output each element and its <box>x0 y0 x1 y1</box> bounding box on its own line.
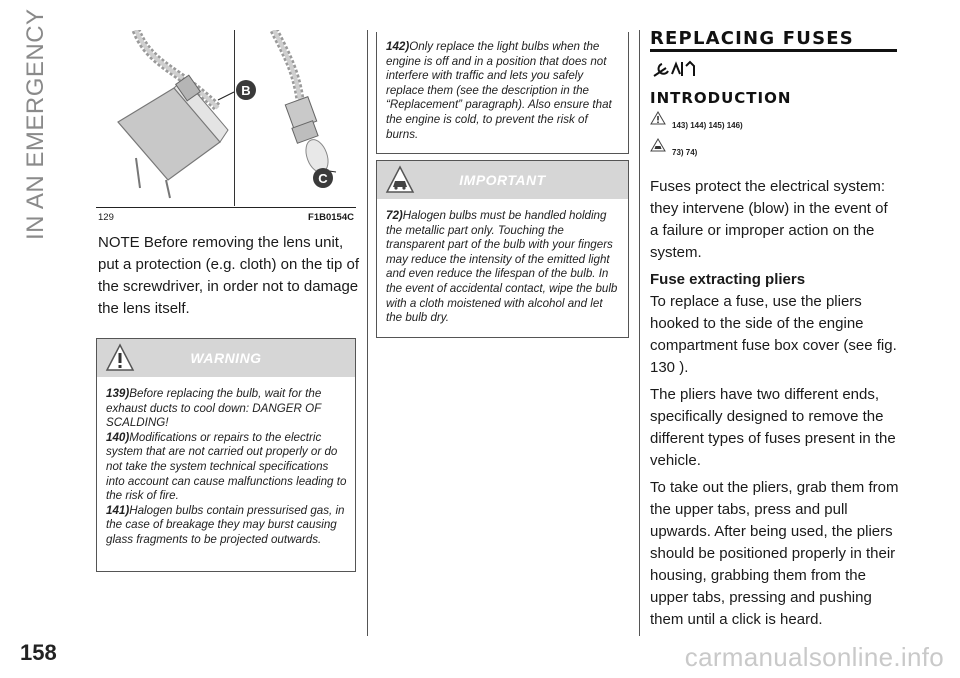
warning-item: 139)Before replacing the bulb, wait for the exhaust ducts to cool down: DANGER OF SCALDING! <box>106 387 322 430</box>
warning-header <box>97 339 355 377</box>
figure-number: 129 <box>98 212 114 223</box>
fuses-text <box>650 176 900 636</box>
watermark: carmanualsonline.info <box>684 642 944 672</box>
warning-item: 141)Halogen bulbs contain pressurised gas, in the case of breakage they may burst causing glass fragments to be projected outwards. <box>106 503 345 546</box>
bulb-illustration <box>96 30 356 208</box>
section-title-rule <box>650 49 897 52</box>
warning-body <box>97 377 355 554</box>
chapter-side-label: IN AN EMERGENCY <box>22 8 49 240</box>
svg-text:B: B <box>241 83 251 98</box>
pliers-paragraph: To take out the pliers, grab them from the upper tabs, press and pull upwards. After being used, the pliers should be positioned properly in their housing, grabbing them from the upper tabs, pressing and pushing them until a click is heard. <box>650 479 899 628</box>
subsection-title: INTRODUCTION <box>650 89 792 107</box>
section-title: REPLACING FUSES <box>650 28 854 49</box>
figure-code: F1B0154C <box>308 212 354 223</box>
holder-b-drawing <box>118 30 234 198</box>
figure-129 <box>96 30 356 208</box>
intro-paragraph: Fuses protect the electrical system: they intervene (blow) in the event of a failure or improper action on the system. <box>650 178 888 261</box>
warning-continued-body <box>377 32 628 148</box>
important-item: 72)Halogen bulbs must be handled holding the metallic part only. Touching the transparent part of the bulb with your fingers may reduce the intensity of the emitted light and even reduce the lifespan of the bulb. In the event of accidental contact, wipe the bulb with a cloth moistened with alcohol and let the bulb dry. <box>386 209 618 325</box>
car-warning-icon <box>650 138 666 152</box>
callout-c-badge <box>313 168 333 188</box>
warning-continued-box <box>376 32 629 154</box>
pliers-paragraph: The pliers have two different ends, specifically designed to remove the different types of fuses present in the vehicle. <box>650 386 896 469</box>
page-number: 158 <box>20 640 57 665</box>
warning-triangle-icon <box>650 111 666 125</box>
important-box <box>376 160 629 338</box>
warning-title: WARNING <box>190 350 262 366</box>
warning-item: 142)Only replace the light bulbs when the engine is off and in a position that does not interfere with traffic and lets you safely replace them (see the description in the “Replacement” paragraph). Also ensure that the engine is cold, to prevent the risk of burns. <box>386 40 612 141</box>
column-divider-1 <box>367 30 368 636</box>
svg-text:C: C <box>318 171 328 186</box>
bulb-c-drawing <box>274 30 336 175</box>
warning-box <box>96 338 356 572</box>
fuse-service-icon <box>652 58 700 80</box>
important-body <box>377 199 628 332</box>
pliers-heading: Fuse extracting pliers <box>650 271 806 288</box>
pliers-paragraph: To replace a fuse, use the pliers hooked to the side of the engine compartment fuse box cover (see fig. 130 ). <box>650 293 897 376</box>
figure-separator <box>234 30 235 206</box>
column-divider-2 <box>639 30 640 636</box>
note-paragraph: NOTE Before removing the lens unit, put a protection (e.g. cloth) on the tip of the screwdriver, in order not to damage the lens itself. <box>98 234 359 317</box>
important-header <box>377 161 628 199</box>
callout-b-badge <box>236 80 256 100</box>
warning-item: 140)Modifications or repairs to the electric system that are not carried out properly or do not take the system technical specifications into account can cause malfunctions leading to the risk of fire. <box>106 430 347 503</box>
important-title: IMPORTANT <box>459 172 546 188</box>
